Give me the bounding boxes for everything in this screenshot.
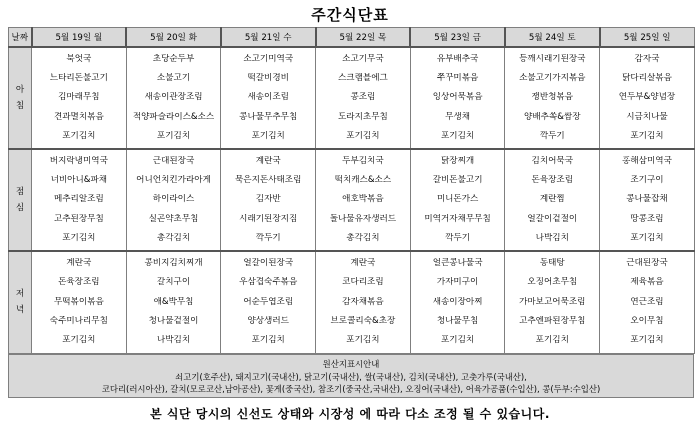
menu-item: 무떡볶이볶음 xyxy=(53,296,104,307)
menu-item: 얼갈이겉절이 xyxy=(527,213,578,224)
menu-item: 미니돈가스 xyxy=(436,194,479,205)
menu-item: 포기김치 xyxy=(62,232,96,243)
menu-item: 초당순두부 xyxy=(152,54,195,65)
menu-item: 계란국 xyxy=(255,156,281,167)
menu-item: 고추된장무침 xyxy=(53,213,104,224)
menu-cell xyxy=(221,149,316,251)
menu-cell xyxy=(316,47,411,149)
meal-row xyxy=(9,251,695,353)
menu-cell xyxy=(600,251,695,353)
day-header: 5월 19일 월 xyxy=(32,28,127,48)
menu-item: 홍해삼미역국 xyxy=(622,156,672,167)
menu-cell xyxy=(600,149,695,251)
menu-item: 포기김치 xyxy=(630,130,664,141)
menu-item: 소불고기가지볶음 xyxy=(519,73,586,84)
menu-cell xyxy=(221,47,316,149)
menu-item: 콩비지김치찌개 xyxy=(144,258,203,269)
day-header: 5월 20일 화 xyxy=(126,28,221,48)
menu-item: 김자반 xyxy=(255,194,281,205)
menu-item: 콩나물잡채 xyxy=(626,194,668,205)
menu-item: 돈육장조림 xyxy=(58,277,100,288)
day-header: 5월 23일 금 xyxy=(410,28,505,48)
menu-item: 새송이관장조림 xyxy=(144,92,203,103)
menu-item: 근대된장국 xyxy=(626,258,668,269)
menu-item: 떡갈비경비 xyxy=(247,73,289,84)
menu-item: 포기김치 xyxy=(62,130,96,141)
menu-item: 애호박볶음 xyxy=(342,194,384,205)
menu-item: 포기김치 xyxy=(630,232,664,243)
meal-label-char: 점 xyxy=(15,187,25,197)
menu-item: 나박김치 xyxy=(535,232,569,243)
menu-item: 두부김치국 xyxy=(342,156,384,167)
menu-cell xyxy=(221,251,316,353)
menu-item: 갈비돈불고기 xyxy=(432,175,483,186)
origin-line: 쇠고기(호주산), 돼지고기(국내산), 닭고기(국내산), 쌀(국내산), 김치(국내산), 고춧가루(국내산), xyxy=(175,371,527,382)
menu-item: 김마래무침 xyxy=(58,92,100,103)
menu-item: 청나물겉절이 xyxy=(148,316,199,327)
menu-item: 제육볶음 xyxy=(630,277,664,288)
menu-item: 새송이조림 xyxy=(247,92,289,103)
menu-item: 계란국 xyxy=(66,258,92,269)
menu-item: 쭈꾸미볶음 xyxy=(436,73,479,84)
menu-item: 돈육장조림 xyxy=(531,175,574,186)
menu-item: 느타리돈불고기 xyxy=(49,73,108,84)
menu-item: 코다리조림 xyxy=(342,277,384,288)
menu-item: 북엇국 xyxy=(66,54,92,65)
menu-item: 계란찜 xyxy=(539,194,565,205)
menu-item: 콩나물무추무침 xyxy=(239,111,298,122)
adjustment-notice: 본 식단 당시의 신선도 상태와 시장성 에 따라 다소 조정 될 수 있습니다. xyxy=(150,407,550,421)
menu-item: 갈치구이 xyxy=(156,277,191,288)
menu-item: 포기김치 xyxy=(251,130,285,141)
menu-item: 묵은지돈사태조림 xyxy=(235,175,302,186)
meal-label-char: 아 xyxy=(15,85,25,95)
meal-label-char: 심 xyxy=(15,203,25,213)
menu-item: 얼큰콩나물국 xyxy=(432,258,483,269)
menu-cell xyxy=(32,251,127,353)
menu-item: 소불고기 xyxy=(156,73,191,84)
menu-item: 오이무침 xyxy=(630,316,664,327)
menu-item: 포기김치 xyxy=(440,335,475,346)
menu-item: 미역거자채무무침 xyxy=(424,213,491,224)
menu-item: 양배추쏙&쌈장 xyxy=(524,111,581,122)
menu-item: 닭다리살볶음 xyxy=(622,73,672,84)
day-header: 5월 24일 토 xyxy=(505,28,600,48)
meal-label xyxy=(9,149,32,251)
menu-item: 실곤약초무침 xyxy=(148,213,199,224)
menu-item: 감자국 xyxy=(634,54,660,65)
origin-notice xyxy=(8,354,694,398)
menu-item: 포기김치 xyxy=(346,130,380,141)
menu-item: 버지락냉미역국 xyxy=(49,156,108,167)
header-row xyxy=(9,28,695,48)
menu-item: 얼갈이된장국 xyxy=(243,258,294,269)
menu-cell xyxy=(600,47,695,149)
menu-item: 시래기된장지짐 xyxy=(239,213,298,224)
page-title: 주간식단표 xyxy=(311,6,389,24)
menu-item: 스크램블에그 xyxy=(338,73,388,84)
menu-item: 등깨시래기된장국 xyxy=(519,54,586,65)
menu-cell xyxy=(126,251,221,353)
menu-item: 오징어초무침 xyxy=(527,277,578,288)
menu-cell xyxy=(32,47,127,149)
menu-cell xyxy=(410,149,505,251)
origin-heading: 원산지표시안내 xyxy=(322,359,380,369)
menu-item: 브로콜리숙&초장 xyxy=(330,316,396,327)
menu-item: 양상생러드 xyxy=(247,316,289,327)
menu-item: 닭장찌개 xyxy=(440,156,475,167)
menu-item: 소고기미역국 xyxy=(243,54,294,65)
menu-item: 깍두기 xyxy=(539,130,565,141)
menu-item: 숙주미나리무침 xyxy=(49,316,108,327)
menu-cell xyxy=(316,251,411,353)
menu-cell xyxy=(505,149,600,251)
menu-item: 견과멸치볶음 xyxy=(53,111,104,122)
origin-line: 코다리(러시아산), 갈치(모로코산,남아공산), 꽃게(중국산), 참조기(중국산,국내산), 오징어(국내산), 어육가공품(수입산), 콩(두부:수입산) xyxy=(101,384,601,394)
meal-row xyxy=(9,149,695,251)
menu-item: 청나물무침 xyxy=(436,316,479,327)
menu-item: 소고기무국 xyxy=(342,54,384,65)
menu-cell xyxy=(32,149,127,251)
menu-item: 너비아니&파채 xyxy=(50,175,108,186)
menu-item: 떡치캐스&소스 xyxy=(334,175,392,186)
menu-cell xyxy=(126,47,221,149)
menu-item: 연근조림 xyxy=(630,296,664,307)
menu-cell xyxy=(316,149,411,251)
menu-item: 적양파슬라이스&소스 xyxy=(132,111,215,122)
menu-item: 시금치나물 xyxy=(626,111,668,122)
meal-label xyxy=(9,47,32,149)
meal-label-char: 녁 xyxy=(15,305,25,316)
menu-item: 도라지초무침 xyxy=(338,111,388,122)
menu-item: 연두부&양념장 xyxy=(618,92,676,103)
menu-item: 총각김치 xyxy=(156,232,191,243)
day-header: 5월 22일 목 xyxy=(316,28,411,48)
menu-item: 하이라이스 xyxy=(152,194,195,205)
menu-item: 무생채 xyxy=(445,111,471,122)
menu-cell xyxy=(505,47,600,149)
menu-item: 포기김치 xyxy=(346,335,380,346)
meal-label-char: 저 xyxy=(15,289,25,300)
menu-item: 동태탕 xyxy=(539,258,565,269)
menu-item: 포기김치 xyxy=(440,130,475,141)
menu-cell xyxy=(505,251,600,353)
menu-item: 총각김치 xyxy=(346,232,380,243)
day-header: 5월 25일 일 xyxy=(600,28,695,48)
menu-item: 포기김치 xyxy=(630,335,664,346)
menu-item: 깍두기 xyxy=(445,232,471,243)
menu-item: 감자채볶음 xyxy=(342,296,384,307)
menu-item: 우삼겹숙주볶음 xyxy=(239,277,298,288)
menu-item: 새송이장아찌 xyxy=(432,296,483,307)
menu-item: 조기구이 xyxy=(630,175,664,186)
weekly-menu-table xyxy=(8,27,695,354)
menu-item: 포기김치 xyxy=(156,130,191,141)
menu-item: 애&박무침 xyxy=(153,296,194,307)
menu-item: 계란국 xyxy=(350,258,376,269)
menu-cell xyxy=(410,47,505,149)
menu-item: 어니언치킨가라아게 xyxy=(136,175,211,186)
menu-item: 쟁반청볶음 xyxy=(531,92,574,103)
menu-item: 잉상어묵볶음 xyxy=(432,92,483,103)
menu-item: 김치어묵국 xyxy=(531,156,574,167)
menu-item: 포기김치 xyxy=(62,335,96,346)
date-corner-label: 날짜 xyxy=(9,28,32,48)
menu-item: 돌나물유자생러드 xyxy=(329,213,397,224)
meal-row xyxy=(9,47,695,149)
menu-item: 가자미구이 xyxy=(436,277,479,288)
menu-item: 근대된장국 xyxy=(152,156,195,167)
menu-item: 가마보고어묵조림 xyxy=(519,296,586,307)
menu-item: 땅콩조림 xyxy=(630,213,664,224)
menu-item: 깍두기 xyxy=(255,232,281,243)
menu-cell xyxy=(126,149,221,251)
day-header: 5월 21일 수 xyxy=(221,28,316,48)
menu-cell xyxy=(410,251,505,353)
menu-item: 메추리알조림 xyxy=(53,194,104,205)
menu-item: 콩조림 xyxy=(350,92,376,103)
menu-item: 고추엔파된장무침 xyxy=(519,316,586,327)
menu-item: 유부배추국 xyxy=(436,54,479,65)
meal-label-char: 침 xyxy=(15,101,25,111)
meal-label xyxy=(9,251,32,353)
menu-item: 어순두엽조림 xyxy=(243,296,294,307)
menu-item: 포기김치 xyxy=(251,335,285,346)
menu-item: 나박김치 xyxy=(156,335,191,346)
menu-item: 포기김치 xyxy=(535,335,569,346)
